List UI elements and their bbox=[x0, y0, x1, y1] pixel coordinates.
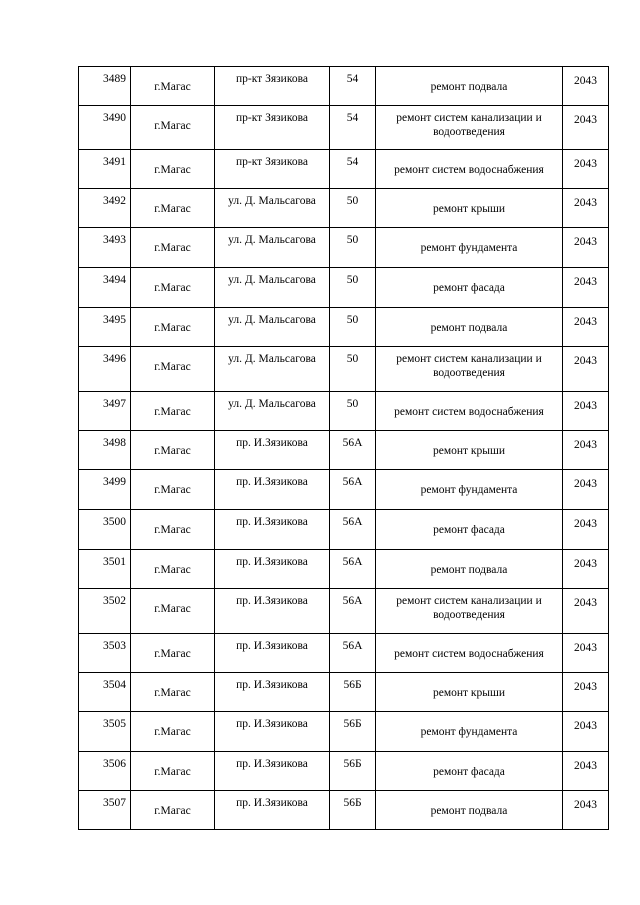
city-cell: г.Магас bbox=[131, 106, 215, 150]
row-number: 3491 bbox=[79, 150, 131, 189]
year-cell: 2043 bbox=[563, 431, 609, 470]
row-number: 3497 bbox=[79, 392, 131, 431]
street-cell: пр. И.Зязикова bbox=[215, 510, 330, 550]
year-cell: 2043 bbox=[563, 510, 609, 550]
work-type-cell: ремонт фундамента bbox=[376, 470, 563, 510]
row-number: 3500 bbox=[79, 510, 131, 550]
house-number-cell: 54 bbox=[330, 150, 376, 189]
city-cell: г.Магас bbox=[131, 308, 215, 347]
table-row bbox=[79, 791, 609, 830]
street-cell: ул. Д. Мальсагова bbox=[215, 268, 330, 308]
table-row bbox=[79, 150, 609, 189]
work-type-cell: ремонт фундамента bbox=[376, 228, 563, 268]
table-row bbox=[79, 470, 609, 510]
table-row bbox=[79, 347, 609, 392]
work-type-cell: ремонт систем водоснабжения bbox=[376, 634, 563, 673]
work-type-cell: ремонт систем канализации и водоотведения bbox=[376, 347, 563, 392]
year-cell: 2043 bbox=[563, 228, 609, 268]
row-number: 3502 bbox=[79, 589, 131, 634]
city-cell: г.Магас bbox=[131, 510, 215, 550]
row-number: 3503 bbox=[79, 634, 131, 673]
street-cell: ул. Д. Мальсагова bbox=[215, 392, 330, 431]
street-cell: пр-кт Зязикова bbox=[215, 106, 330, 150]
year-cell: 2043 bbox=[563, 470, 609, 510]
table-row bbox=[79, 712, 609, 752]
house-number-cell: 56А bbox=[330, 634, 376, 673]
table-row bbox=[79, 308, 609, 347]
street-cell: пр. И.Зязикова bbox=[215, 431, 330, 470]
street-cell: ул. Д. Мальсагова bbox=[215, 228, 330, 268]
year-cell: 2043 bbox=[563, 150, 609, 189]
city-cell: г.Магас bbox=[131, 189, 215, 228]
year-cell: 2043 bbox=[563, 673, 609, 712]
street-cell: пр. И.Зязикова bbox=[215, 673, 330, 712]
row-number: 3498 bbox=[79, 431, 131, 470]
year-cell: 2043 bbox=[563, 308, 609, 347]
city-cell: г.Магас bbox=[131, 791, 215, 830]
table-row bbox=[79, 589, 609, 634]
street-cell: пр. И.Зязикова bbox=[215, 550, 330, 589]
work-type-cell: ремонт подвала bbox=[376, 550, 563, 589]
row-number: 3489 bbox=[79, 67, 131, 106]
work-type-cell: ремонт систем водоснабжения bbox=[376, 150, 563, 189]
house-number-cell: 56А bbox=[330, 431, 376, 470]
house-number-cell: 56Б bbox=[330, 791, 376, 830]
work-type-cell: ремонт крыши bbox=[376, 431, 563, 470]
row-number: 3506 bbox=[79, 752, 131, 791]
year-cell: 2043 bbox=[563, 392, 609, 431]
row-number: 3504 bbox=[79, 673, 131, 712]
city-cell: г.Магас bbox=[131, 634, 215, 673]
house-number-cell: 56А bbox=[330, 510, 376, 550]
house-number-cell: 50 bbox=[330, 347, 376, 392]
table-body bbox=[79, 67, 609, 830]
house-number-cell: 50 bbox=[330, 308, 376, 347]
row-number: 3501 bbox=[79, 550, 131, 589]
city-cell: г.Магас bbox=[131, 550, 215, 589]
work-type-cell: ремонт крыши bbox=[376, 189, 563, 228]
row-number: 3493 bbox=[79, 228, 131, 268]
repair-schedule-table bbox=[78, 66, 609, 830]
street-cell: пр. И.Зязикова bbox=[215, 470, 330, 510]
street-cell: ул. Д. Мальсагова bbox=[215, 347, 330, 392]
work-type-cell: ремонт крыши bbox=[376, 673, 563, 712]
year-cell: 2043 bbox=[563, 712, 609, 752]
work-type-cell: ремонт фасада bbox=[376, 752, 563, 791]
row-number: 3495 bbox=[79, 308, 131, 347]
street-cell: пр-кт Зязикова bbox=[215, 150, 330, 189]
year-cell: 2043 bbox=[563, 634, 609, 673]
city-cell: г.Магас bbox=[131, 150, 215, 189]
row-number: 3507 bbox=[79, 791, 131, 830]
work-type-cell: ремонт фасада bbox=[376, 268, 563, 308]
table-row bbox=[79, 67, 609, 106]
work-type-cell: ремонт подвала bbox=[376, 791, 563, 830]
table-row bbox=[79, 189, 609, 228]
city-cell: г.Магас bbox=[131, 67, 215, 106]
city-cell: г.Магас bbox=[131, 431, 215, 470]
row-number: 3496 bbox=[79, 347, 131, 392]
house-number-cell: 56А bbox=[330, 470, 376, 510]
row-number: 3494 bbox=[79, 268, 131, 308]
row-number: 3505 bbox=[79, 712, 131, 752]
work-type-cell: ремонт систем канализации и водоотведения bbox=[376, 589, 563, 634]
house-number-cell: 56Б bbox=[330, 752, 376, 791]
row-number: 3499 bbox=[79, 470, 131, 510]
year-cell: 2043 bbox=[563, 67, 609, 106]
table-row bbox=[79, 510, 609, 550]
year-cell: 2043 bbox=[563, 189, 609, 228]
city-cell: г.Магас bbox=[131, 673, 215, 712]
table-row bbox=[79, 550, 609, 589]
house-number-cell: 54 bbox=[330, 67, 376, 106]
table-row bbox=[79, 752, 609, 791]
street-cell: пр. И.Зязикова bbox=[215, 791, 330, 830]
street-cell: ул. Д. Мальсагова bbox=[215, 189, 330, 228]
table-row bbox=[79, 228, 609, 268]
city-cell: г.Магас bbox=[131, 228, 215, 268]
house-number-cell: 50 bbox=[330, 392, 376, 431]
house-number-cell: 50 bbox=[330, 268, 376, 308]
city-cell: г.Магас bbox=[131, 347, 215, 392]
street-cell: пр. И.Зязикова bbox=[215, 634, 330, 673]
table-row bbox=[79, 634, 609, 673]
city-cell: г.Магас bbox=[131, 392, 215, 431]
year-cell: 2043 bbox=[563, 347, 609, 392]
year-cell: 2043 bbox=[563, 752, 609, 791]
house-number-cell: 56А bbox=[330, 550, 376, 589]
row-number: 3490 bbox=[79, 106, 131, 150]
year-cell: 2043 bbox=[563, 268, 609, 308]
city-cell: г.Магас bbox=[131, 470, 215, 510]
table-row bbox=[79, 106, 609, 150]
year-cell: 2043 bbox=[563, 589, 609, 634]
year-cell: 2043 bbox=[563, 791, 609, 830]
house-number-cell: 50 bbox=[330, 228, 376, 268]
work-type-cell: ремонт подвала bbox=[376, 67, 563, 106]
house-number-cell: 54 bbox=[330, 106, 376, 150]
work-type-cell: ремонт фасада bbox=[376, 510, 563, 550]
street-cell: пр. И.Зязикова bbox=[215, 752, 330, 791]
work-type-cell: ремонт подвала bbox=[376, 308, 563, 347]
work-type-cell: ремонт систем канализации и водоотведения bbox=[376, 106, 563, 150]
street-cell: пр. И.Зязикова bbox=[215, 589, 330, 634]
street-cell: пр. И.Зязикова bbox=[215, 712, 330, 752]
table-row bbox=[79, 268, 609, 308]
row-number: 3492 bbox=[79, 189, 131, 228]
house-number-cell: 56Б bbox=[330, 712, 376, 752]
city-cell: г.Магас bbox=[131, 752, 215, 791]
house-number-cell: 56Б bbox=[330, 673, 376, 712]
year-cell: 2043 bbox=[563, 550, 609, 589]
house-number-cell: 50 bbox=[330, 189, 376, 228]
house-number-cell: 56А bbox=[330, 589, 376, 634]
work-type-cell: ремонт систем водоснабжения bbox=[376, 392, 563, 431]
street-cell: пр-кт Зязикова bbox=[215, 67, 330, 106]
city-cell: г.Магас bbox=[131, 712, 215, 752]
table-row bbox=[79, 431, 609, 470]
table-row bbox=[79, 673, 609, 712]
work-type-cell: ремонт фундамента bbox=[376, 712, 563, 752]
city-cell: г.Магас bbox=[131, 268, 215, 308]
table-row bbox=[79, 392, 609, 431]
year-cell: 2043 bbox=[563, 106, 609, 150]
city-cell: г.Магас bbox=[131, 589, 215, 634]
street-cell: ул. Д. Мальсагова bbox=[215, 308, 330, 347]
